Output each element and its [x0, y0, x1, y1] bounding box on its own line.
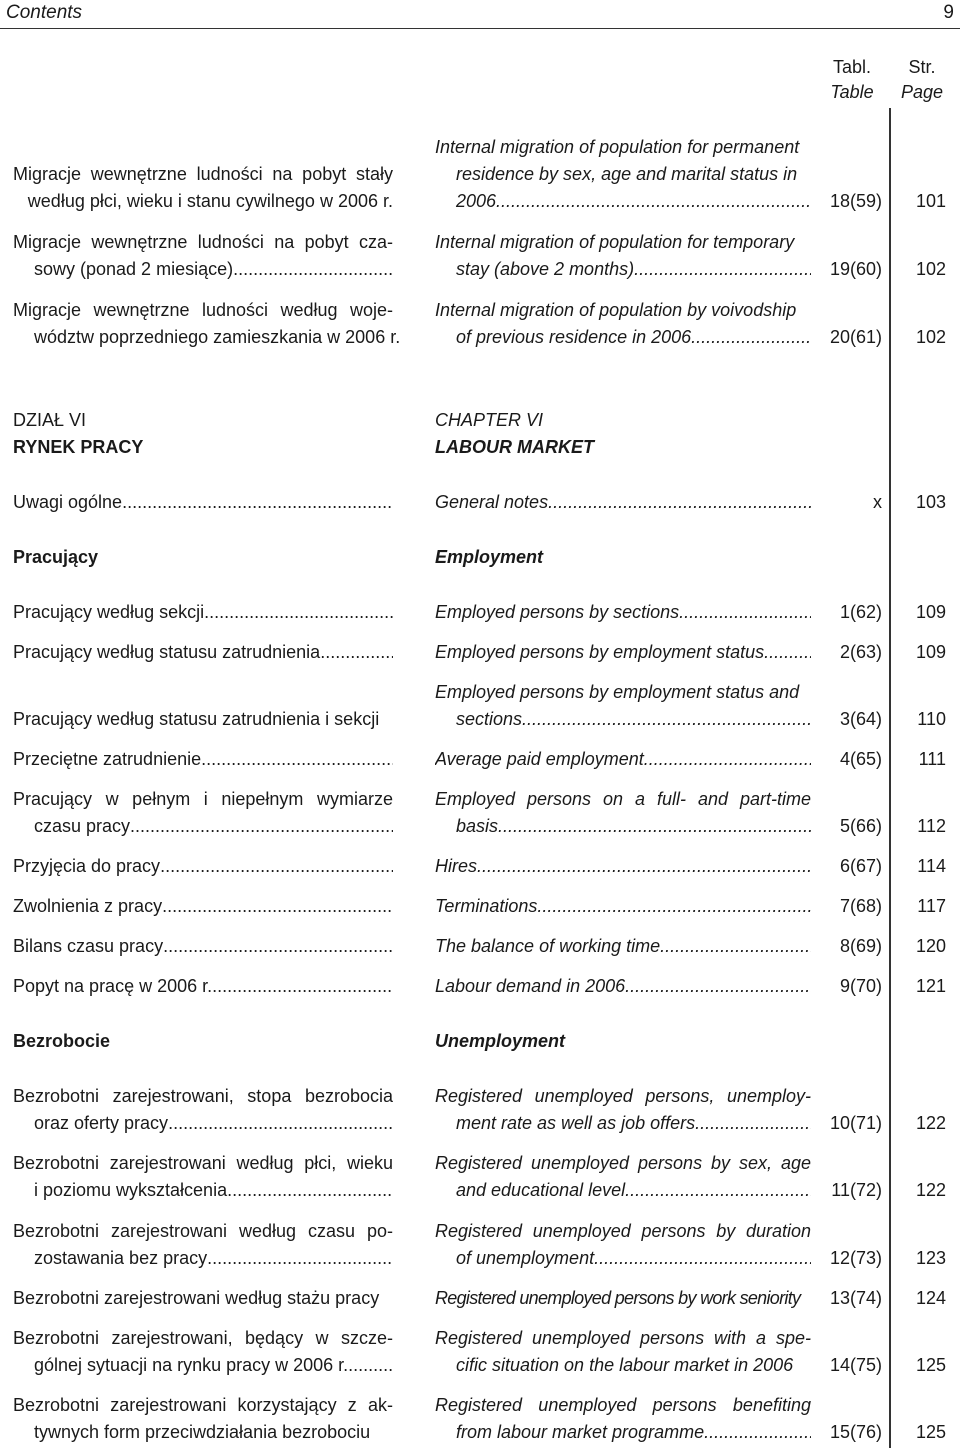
- column-header-tabl: Tabl.: [832, 57, 872, 77]
- entry-pl-text: Przeciętne zatrudnienie .....: [13, 746, 393, 772]
- section-heading-en: Unemployment: [435, 1031, 566, 1051]
- entry-pl-text: Popyt na pracę w 2006 r. .....: [13, 973, 393, 999]
- entry-pl-text: Bezrobotni zarejestrowani, stopa bezrobocia: [13, 1086, 393, 1106]
- entry-pl-text: Migracje wewnętrzne ludności na pobyt stały: [13, 164, 393, 184]
- chapter-title-en: LABOUR MARKET: [435, 437, 594, 457]
- entry-pl-text: Bezrobotni zarejestrowani według stażu pracy: [13, 1288, 380, 1308]
- entry-pl-text: wództw poprzedniego zamieszkania w 2006 r.: [34, 327, 401, 347]
- entry-table-number: 14(75): [829, 1355, 882, 1375]
- entry-pl-text: Bezrobotni zarejestrowani według czasu po-: [13, 1221, 393, 1241]
- entry-en-text: Labour demand in 2006 .....: [435, 973, 811, 999]
- column-header-table-en: Table: [830, 82, 874, 102]
- entry-en-text: of unemployment .....: [435, 1245, 811, 1271]
- entry-page-number: 102: [915, 259, 946, 279]
- entry-pl-text: Pracujący w pełnym i niepełnym wymiarze: [13, 789, 393, 809]
- entry-en-text: Employed persons by employment status and: [435, 682, 800, 702]
- column-header-page-en: Page: [900, 82, 944, 102]
- entry-en-text: basis .....: [435, 813, 811, 839]
- entry-page-number: 121: [915, 976, 946, 996]
- entry-page-number: 103: [915, 492, 946, 512]
- entry-pl-text: Uwagi ogólne .....: [13, 489, 393, 515]
- entry-en-text: General notes .....: [435, 489, 811, 515]
- entry-pl-text: sowy (ponad 2 miesiące) .....: [13, 256, 393, 282]
- entry-page-number: 125: [915, 1422, 946, 1442]
- entry-en-text: Average paid employment .....: [435, 746, 811, 772]
- chapter-number-pl: DZIAŁ VI: [13, 410, 87, 430]
- entry-en-text: Employed persons by employment status .....: [435, 639, 811, 665]
- entry-en-text: Hires .....: [435, 853, 811, 879]
- entry-pl-text: Pracujący według statusu zatrudnienia .....: [13, 639, 393, 665]
- entry-en-text: from labour market programme .....: [435, 1419, 811, 1445]
- entry-en-text: Internal migration of population by voivodship: [435, 300, 797, 320]
- entry-table-number: 18(59): [829, 191, 882, 211]
- entry-table-number: 12(73): [829, 1248, 882, 1268]
- entry-pl-text: zostawania bez pracy .....: [13, 1245, 393, 1271]
- entry-pl-text: Bezrobotni zarejestrowani korzystający z ak-: [13, 1395, 393, 1415]
- entry-pl-text: tywnych form przeciwdziałania bezrobociu: [34, 1422, 371, 1442]
- entry-en-text: Terminations .....: [435, 893, 811, 919]
- entry-en-text: 2006 .....: [435, 188, 811, 214]
- entry-pl-text: Migracje wewnętrzne ludności według woje-: [13, 300, 393, 320]
- entry-table-number: 5(66): [839, 816, 882, 836]
- entry-pl-text: według płci, wieku i stanu cywilnego w 2006 r.: [27, 191, 393, 211]
- entry-en-text: Registered unemployed persons, unemploy-: [435, 1086, 811, 1106]
- column-divider: [889, 108, 891, 1448]
- entry-en-text: Registered unemployed persons by duration: [435, 1221, 811, 1241]
- entry-pl-text: Zwolnienia z pracy .....: [13, 893, 393, 919]
- entry-table-number: 10(71): [829, 1113, 882, 1133]
- entry-en-text: Registered unemployed persons benefiting: [435, 1395, 811, 1415]
- entry-table-number: 3(64): [839, 709, 882, 729]
- column-header-table: [818, 55, 886, 105]
- entry-page-number: 110: [917, 709, 946, 729]
- entry-page-number: 102: [915, 327, 946, 347]
- entry-page-number: 109: [915, 642, 946, 662]
- entry-pl-text: Bezrobotni zarejestrowani, będący w szcze-: [13, 1328, 393, 1348]
- entry-pl-text: Bezrobotni zarejestrowani według płci, wieku: [13, 1153, 393, 1173]
- section-heading-en: Employment: [435, 547, 544, 567]
- header-page-number: 9: [943, 2, 954, 23]
- entry-en-text: Registered unemployed persons by work seniority: [435, 1288, 801, 1308]
- entry-page-number: 120: [915, 936, 946, 956]
- entry-pl-text: oraz oferty pracy .....: [13, 1110, 393, 1136]
- entry-page-number: 123: [915, 1248, 946, 1268]
- header-title: Contents: [6, 2, 83, 23]
- entry-en-text: ment rate as well as job offers .....: [435, 1110, 811, 1136]
- entry-en-text: Employed persons by sections .....: [435, 599, 811, 625]
- column-header-str: Str.: [908, 57, 936, 77]
- chapter-number-en: CHAPTER VI: [435, 410, 544, 430]
- entry-pl-text: gólnej sytuacji na rynku pracy w 2006 r. .....: [13, 1352, 393, 1378]
- entry-en-text: The balance of working time .....: [435, 933, 811, 959]
- entry-page-number: 101: [915, 191, 946, 211]
- entry-en-text: residence by sex, age and marital status in: [456, 164, 798, 184]
- entry-en-text: Employed persons on a full- and part-time: [435, 789, 811, 809]
- entry-en-text: Internal migration of population for permanent: [435, 137, 800, 157]
- entry-pl-text: Przyjęcia do pracy .....: [13, 853, 393, 879]
- entry-page-number: 122: [915, 1180, 946, 1200]
- entry-pl-text: Pracujący według statusu zatrudnienia i sekcji: [13, 709, 380, 729]
- entry-en-text: Registered unemployed persons with a spe-: [435, 1328, 811, 1348]
- entry-table-number: 19(60): [829, 259, 882, 279]
- entry-page-number: 109: [915, 602, 946, 622]
- entry-page-number: 114: [917, 856, 946, 876]
- entry-page-number: 124: [915, 1288, 946, 1308]
- entry-en-text: and educational level .....: [435, 1177, 811, 1203]
- entry-table-number: 2(63): [839, 642, 882, 662]
- entry-table-number: 4(65): [839, 749, 882, 769]
- entry-pl-text: i poziomu wykształcenia .....: [13, 1177, 393, 1203]
- page-header: [0, 0, 960, 29]
- entry-table-number: 1(62): [839, 602, 882, 622]
- entry-page-number: 112: [917, 816, 946, 836]
- section-heading-pl: Bezrobocie: [13, 1031, 111, 1051]
- entry-table-number: 8(69): [839, 936, 882, 956]
- entry-table-number: 7(68): [839, 896, 882, 916]
- entry-page-number: 117: [917, 896, 946, 916]
- section-heading-pl: Pracujący: [13, 547, 99, 567]
- column-header-page: [893, 55, 951, 105]
- chapter-title-pl: RYNEK PRACY: [13, 437, 144, 457]
- entry-table-number: 11(72): [831, 1180, 882, 1200]
- entry-pl-text: Bilans czasu pracy .....: [13, 933, 393, 959]
- entry-pl-text: czasu pracy .....: [13, 813, 393, 839]
- entry-en-text: stay (above 2 months) .....: [435, 256, 811, 282]
- entry-table-number: x: [873, 492, 882, 512]
- entry-en-text: Internal migration of population for temporary: [435, 232, 795, 252]
- entry-en-text: Registered unemployed persons by sex, age: [435, 1153, 811, 1173]
- entry-page-number: 111: [918, 749, 946, 769]
- entry-en-text: of previous residence in 2006 .....: [435, 324, 811, 350]
- entry-table-number: 20(61): [829, 327, 882, 347]
- entry-table-number: 9(70): [839, 976, 882, 996]
- entry-pl-text: Migracje wewnętrzne ludności na pobyt cza-: [13, 232, 393, 252]
- entry-table-number: 15(76): [829, 1422, 882, 1442]
- entry-table-number: 13(74): [829, 1288, 882, 1308]
- entry-pl-text: Pracujący według sekcji .....: [13, 599, 393, 625]
- entry-en-text: cific situation on the labour market in 2006: [456, 1355, 794, 1375]
- entry-table-number: 6(67): [839, 856, 882, 876]
- entry-page-number: 122: [915, 1113, 946, 1133]
- entry-page-number: 125: [915, 1355, 946, 1375]
- entry-en-text: sections .....: [435, 706, 811, 732]
